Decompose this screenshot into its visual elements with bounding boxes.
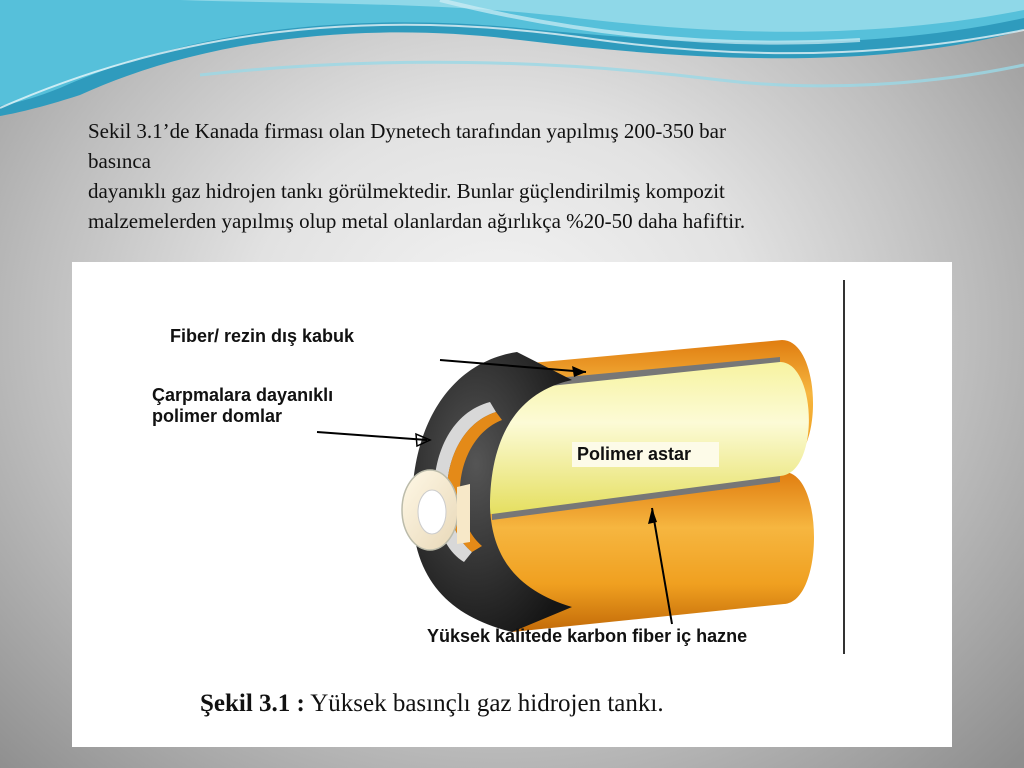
paragraph-line: malzemelerden yapılmış olup metal olanlardan ağırlıkça %20-50 daha hafiftir.: [88, 209, 746, 233]
label-polymer-liner: Polimer astar: [572, 442, 719, 467]
label-fiber-shell: Fiber/ rezin dış kabuk: [170, 326, 355, 346]
figure-caption: [200, 690, 664, 718]
paragraph-line: dayanıklı gaz hidrojen tankı görülmektedir. Bunlar güçlendirilmiş kompozit: [88, 179, 725, 203]
decorative-waves: [0, 0, 1024, 120]
label-impact-domes-line1: Çarpmalara dayanıklı: [152, 385, 334, 405]
label-carbon-inner: Yüksek kalitede karbon fiber iç hazne: [427, 626, 748, 646]
paragraph-line: Sekil 3.1’de Kanada firması olan Dynetech tarafından yapılmış 200-350 bar: [88, 119, 726, 143]
paragraph-line: basınca: [88, 149, 151, 173]
caption-text: Yüksek basınçlı gaz hidrojen tankı.: [304, 690, 664, 717]
label-impact-domes-line2: polimer domlar: [152, 406, 283, 426]
figure-panel: [72, 262, 952, 747]
slide-paragraph: [88, 116, 968, 236]
caption-prefix: Şekil 3.1 :: [200, 690, 305, 717]
